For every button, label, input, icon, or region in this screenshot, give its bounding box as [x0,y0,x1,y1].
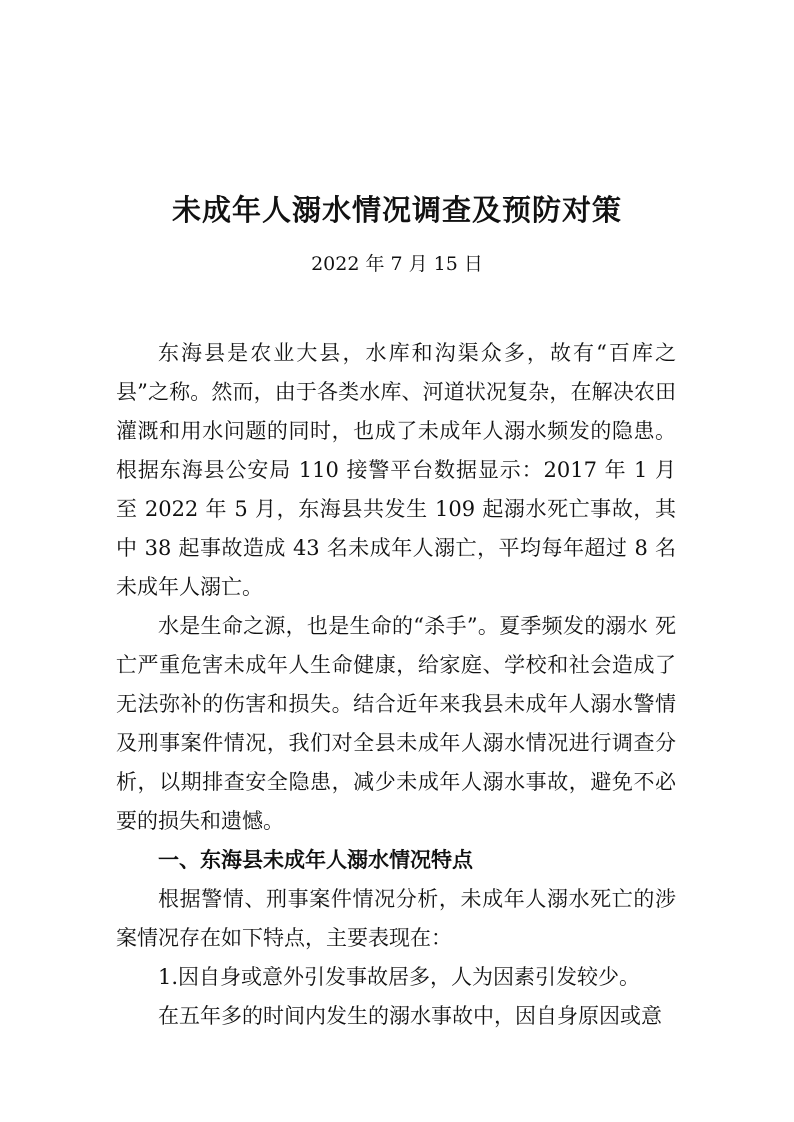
document-date: 2022 年 7 月 15 日 [311,253,483,275]
document-body [116,334,676,1036]
paragraph-intro: 东海县是农业大县，水库和沟渠众多，故有“百库之县”之称。然而，由于各类水库、河道状况复杂，在解决农田灌溉和用水问题的同时，也成了未成年人溺水频发的隐患。根据东海县公安局 110 接警平台数据显示：2017 年 1 月至 2022 年 5 月，东海县共发生 109 起溺水死亡事故，其中 38 起事故造成 43 名未成年人溺亡，平均每年超过 8 名未成年人溺亡。 [116,341,676,599]
paragraph-analysis: 根据警情、刑事案件情况分析，未成年人溺水死亡的涉案情况存在如下特点，主要表现在： [116,887,676,950]
paragraph-background: 水是生命之源，也是生命的“杀手”。夏季频发的溺水 死亡严重危害未成年人生命健康，给家庭、学校和社会造成了无法弥补的伤害和损失。结合近年来我县未成年人溺水警情及刑事案件情况，我们对全县未成年人溺水情况进行调查分析，以期排查安全隐患，减少未成年人溺水事故，避免不必要的损失和遗憾。 [116,614,676,833]
paragraph-point-1-detail: 在五年多的时间内发生的溺水事故中，因自身原因或意 [158,1004,662,1028]
paragraph-point-1: 1.因自身或意外引发事故居多，人为因素引发较少。 [158,965,641,989]
section-heading: 一、东海县未成年人溺水情况特点 [158,848,473,872]
document-title: 未成年人溺水情况调查及预防对策 [171,193,622,227]
